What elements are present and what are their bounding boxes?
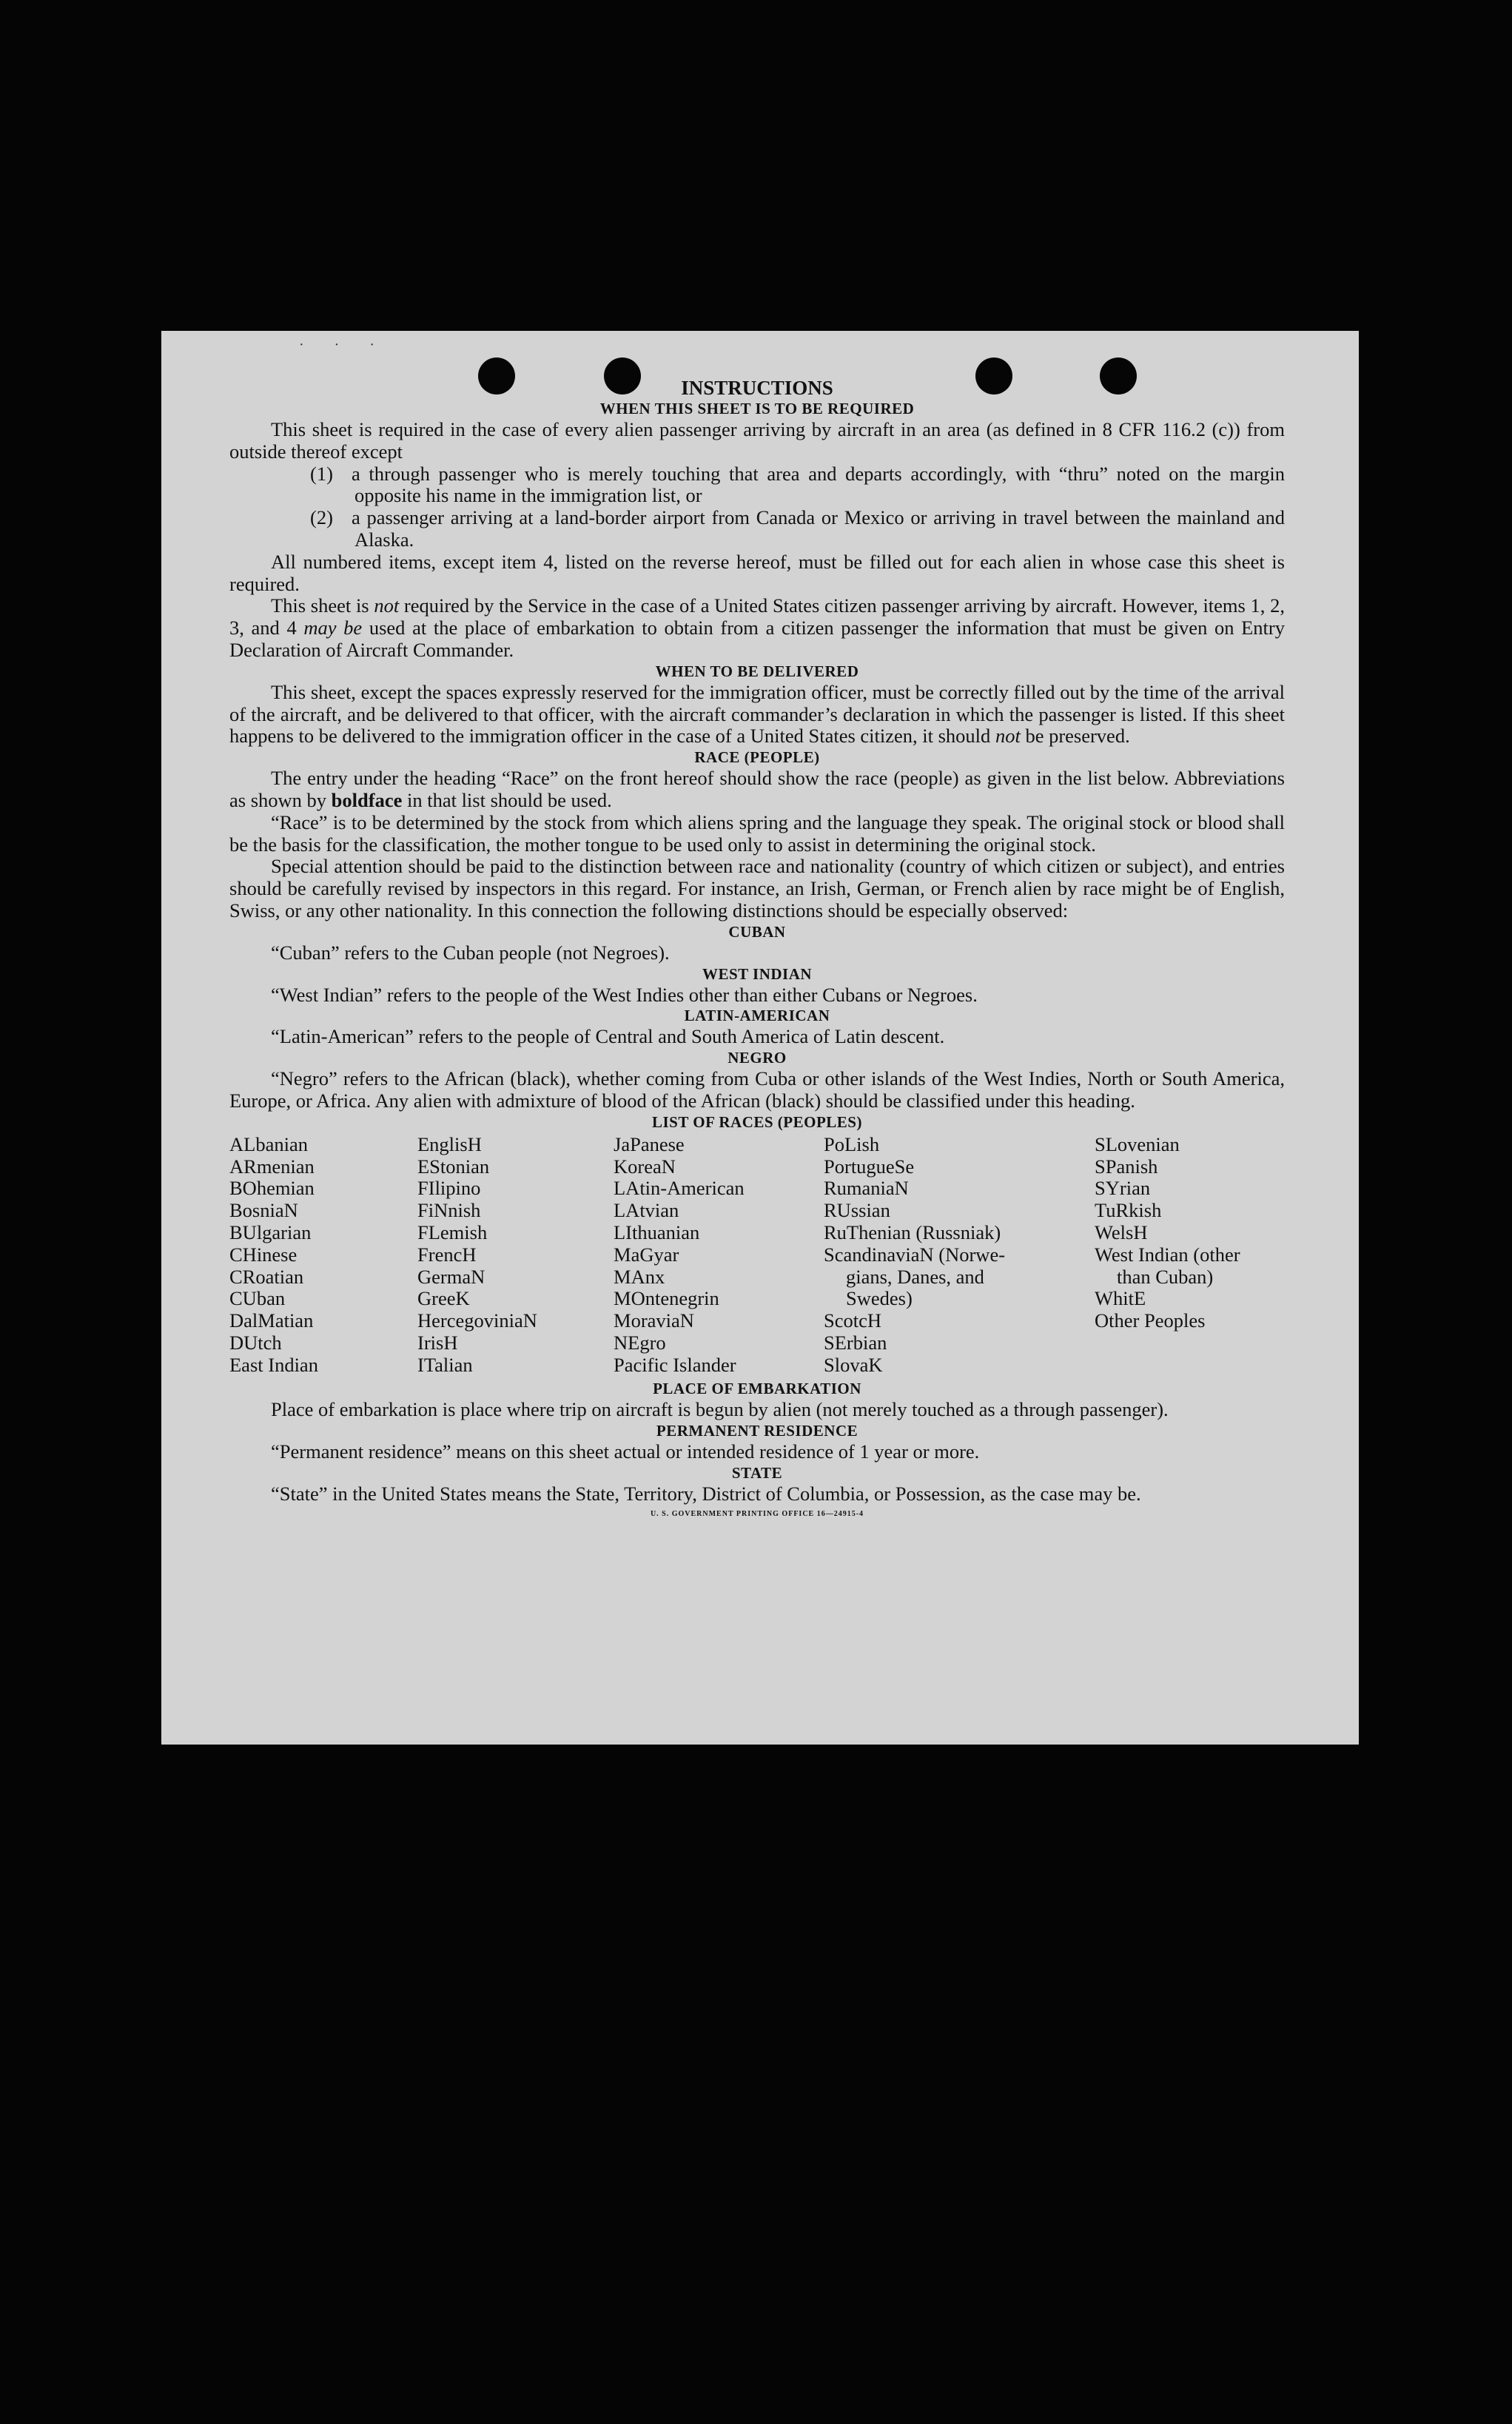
race-item-continued: than Cuban) [1117,1265,1214,1288]
race-item: WhitE [1095,1287,1146,1310]
race-item: SErbian [824,1331,887,1354]
paragraph-numbered-items: All numbered items, except item 4, listed on the reverse hereof, must be filled out for each alien in whose case this sheet is required. [229,550,1285,595]
race-item-continued: gians, Danes, and [846,1265,984,1288]
race-item: EStonian [417,1155,490,1178]
race-item: RuThenian (Russniak) [824,1221,1001,1243]
race-item: FiNnish [417,1199,481,1222]
heading-state: STATE [731,1464,783,1483]
paragraph-cuban: “Cuban” refers to the Cuban people (not Negroes). [271,941,670,964]
race-item: BosniaN [229,1199,298,1222]
paragraph-not-required [229,595,1285,661]
race-column [1095,1134,1285,1377]
race-item: MoraviaN [614,1309,694,1332]
heading-race: RACE (PEOPLE) [694,748,820,767]
race-item: Pacific Islander [614,1353,736,1376]
race-item: RUssian [824,1199,890,1222]
race-item: MAnx [614,1265,665,1288]
emphasis: not [995,725,1021,748]
paragraph-delivered [229,682,1285,748]
race-item-continued: Swedes) [846,1287,913,1310]
heading-cuban: CUBAN [728,922,786,941]
race-item: ITalian [417,1353,473,1376]
paragraph-state: “State” in the United States means the State, Territory, District of Columbia, or Possession, as the case may be. [271,1483,1141,1505]
emphasis: not [374,594,400,617]
text-run: This sheet is [271,594,374,617]
bold-text: boldface [331,788,403,811]
printing-office-imprint: U. S. GOVERNMENT PRINTING OFFICE 16—24915-4 [650,1509,864,1518]
race-item: DalMatian [229,1309,314,1332]
race-item: HercegoviniaN [417,1309,537,1332]
race-item: FrencH [417,1243,477,1266]
race-item: ScandinaviaN (Norwe- [824,1243,1006,1266]
race-item: GermaN [417,1265,485,1288]
race-item: FIlipino [417,1177,481,1200]
item-text: a passenger arriving at a land-border airport from Canada or Mexico or arriving in travel between the mainland and Alaska. [352,506,1285,551]
race-item: CUban [229,1287,286,1310]
punch-hole [975,357,1012,395]
race-item: SlovaK [824,1353,883,1376]
race-item: SLovenian [1095,1132,1180,1155]
race-item: JaPanese [614,1132,685,1155]
race-item: PortugueSe [824,1155,915,1178]
paragraph-race-entry [229,768,1285,812]
emphasis: may be [303,617,363,639]
text-run: used at the place of embarkation to obtain from a citizen passenger the information that must be given on Entry Declaration of Aircraft Commander. [229,617,1285,661]
heading-when-required: WHEN THIS SHEET IS TO BE REQUIRED [599,400,915,417]
race-item: IrisH [417,1331,458,1354]
race-item: ScotcH [824,1309,882,1332]
heading-list-of-races: LIST OF RACES (PEOPLES) [652,1112,862,1131]
paragraph-special-attention: Special attention should be paid to the distinction between race and nationality (country of which citizen or subject), and entries should be carefully revised by inspectors in this regard. For instance, an Irish, German, or French alien by race might be of English, Swiss, or any other nationality. In this connection the following distinctions should be especially observed: [229,855,1285,921]
race-item: LAtin-American [614,1177,745,1200]
heading-negro: NEGRO [728,1049,787,1067]
paragraph-latin-american: “Latin-American” refers to the people of Central and South America of Latin descent. [271,1025,945,1048]
race-item: SPanish [1095,1155,1158,1178]
race-column [417,1134,614,1377]
text-run: be preserved. [1020,725,1130,748]
race-item: SYrian [1095,1177,1151,1200]
race-item: East Indian [229,1353,318,1376]
instruction-sheet [161,331,1359,1745]
heading-place-of-embarkation: PLACE OF EMBARKATION [653,1380,861,1398]
race-item: KoreaN [614,1155,676,1178]
race-list [229,1134,1285,1377]
text-run: in that list should be used. [402,788,612,811]
race-item: CHinese [229,1243,298,1266]
race-item: BOhemian [229,1177,315,1200]
item-number: (2) [310,506,333,529]
punch-hole [478,357,515,395]
exception-item-2 [229,507,1285,551]
race-item: ALbanian [229,1132,308,1155]
race-column [614,1134,824,1377]
heading-permanent-residence: PERMANENT RESIDENCE [656,1422,859,1440]
paragraph-required-intro: This sheet is required in the case of every alien passenger arriving by aircraft in an area (as defined in 8 CFR 116.2 (c)) from outside thereof except [229,418,1285,463]
text-run: The entry under the heading “Race” on the front hereof should show the race (people) as given in the list below. Abbreviations as shown by [229,767,1285,811]
heading-west-indian: WEST INDIAN [702,964,813,983]
race-item: NEgro [614,1331,666,1354]
race-item: Other Peoples [1095,1309,1206,1332]
paragraph-residence: “Permanent residence” means on this sheet actual or intended residence of 1 year or more. [271,1440,980,1463]
instructions-title: INSTRUCTIONS [681,377,833,399]
race-item: PoLish [824,1132,880,1155]
punch-hole [1100,357,1137,395]
race-item: WelsH [1095,1221,1148,1243]
heading-latin-american: LATIN-AMERICAN [684,1007,830,1025]
text-run: required by the Service in the case of a United States citizen passenger arriving by aircraft. However, items 1, 2, 3, and 4 [229,594,1285,639]
race-item: FLemish [417,1221,488,1243]
paragraph-negro: “Negro” refers to the African (black), whether coming from Cuba or other islands of the West Indies, North or South America, Europe, or Africa. Any alien with admixture of blood of the African (black) should be classified under this heading. [229,1067,1285,1112]
punch-hole [604,357,641,395]
race-item: GreeK [417,1287,470,1310]
race-column [229,1134,417,1377]
race-column [824,1134,1095,1377]
race-item: LIthuanian [614,1221,700,1243]
heading-when-delivered: WHEN TO BE DELIVERED [655,662,859,680]
text-run: This sheet, except the spaces expressly reserved for the immigration officer, must be correctly filled out by the time of the arrival of the aircraft, and be delivered to that officer, with the aircraft commander’s declaration in which the passenger is listed. If this sheet happens to be delivered to the immigration officer in the case of a United States citizen, it should [229,680,1285,748]
race-item: CRoatian [229,1265,304,1288]
race-item: West Indian (other [1095,1243,1240,1266]
race-item: EnglisH [417,1132,482,1155]
race-item: MaGyar [614,1243,679,1266]
race-item: DUtch [229,1331,282,1354]
paragraph-west-indian: “West Indian” refers to the people of the West Indies other than either Cubans or Negroes. [271,983,978,1006]
item-text: a through passenger who is merely touching that area and departs accordingly, with “thru” noted on the margin opposite his name in the immigration list, or [352,462,1285,507]
exception-item-1 [229,463,1285,508]
race-item: ARmenian [229,1155,315,1178]
paragraph-race-stock: “Race” is to be determined by the stock from which aliens spring and the language they speak. The original stock or blood shall be the basis for the classification, the mother tongue to be used only to assist in determining the original stock. [229,810,1285,856]
race-item: MOntenegrin [614,1287,719,1310]
race-item: BUlgarian [229,1221,312,1243]
paragraph-embarkation: Place of embarkation is place where trip on aircraft is begun by alien (not merely touched as a through passenger). [271,1398,1169,1421]
item-number: (1) [310,462,333,485]
scan-specks: · · · [299,337,388,353]
race-item: LAtvian [614,1199,679,1222]
race-item: TuRkish [1095,1199,1162,1222]
race-item: RumaniaN [824,1177,909,1200]
